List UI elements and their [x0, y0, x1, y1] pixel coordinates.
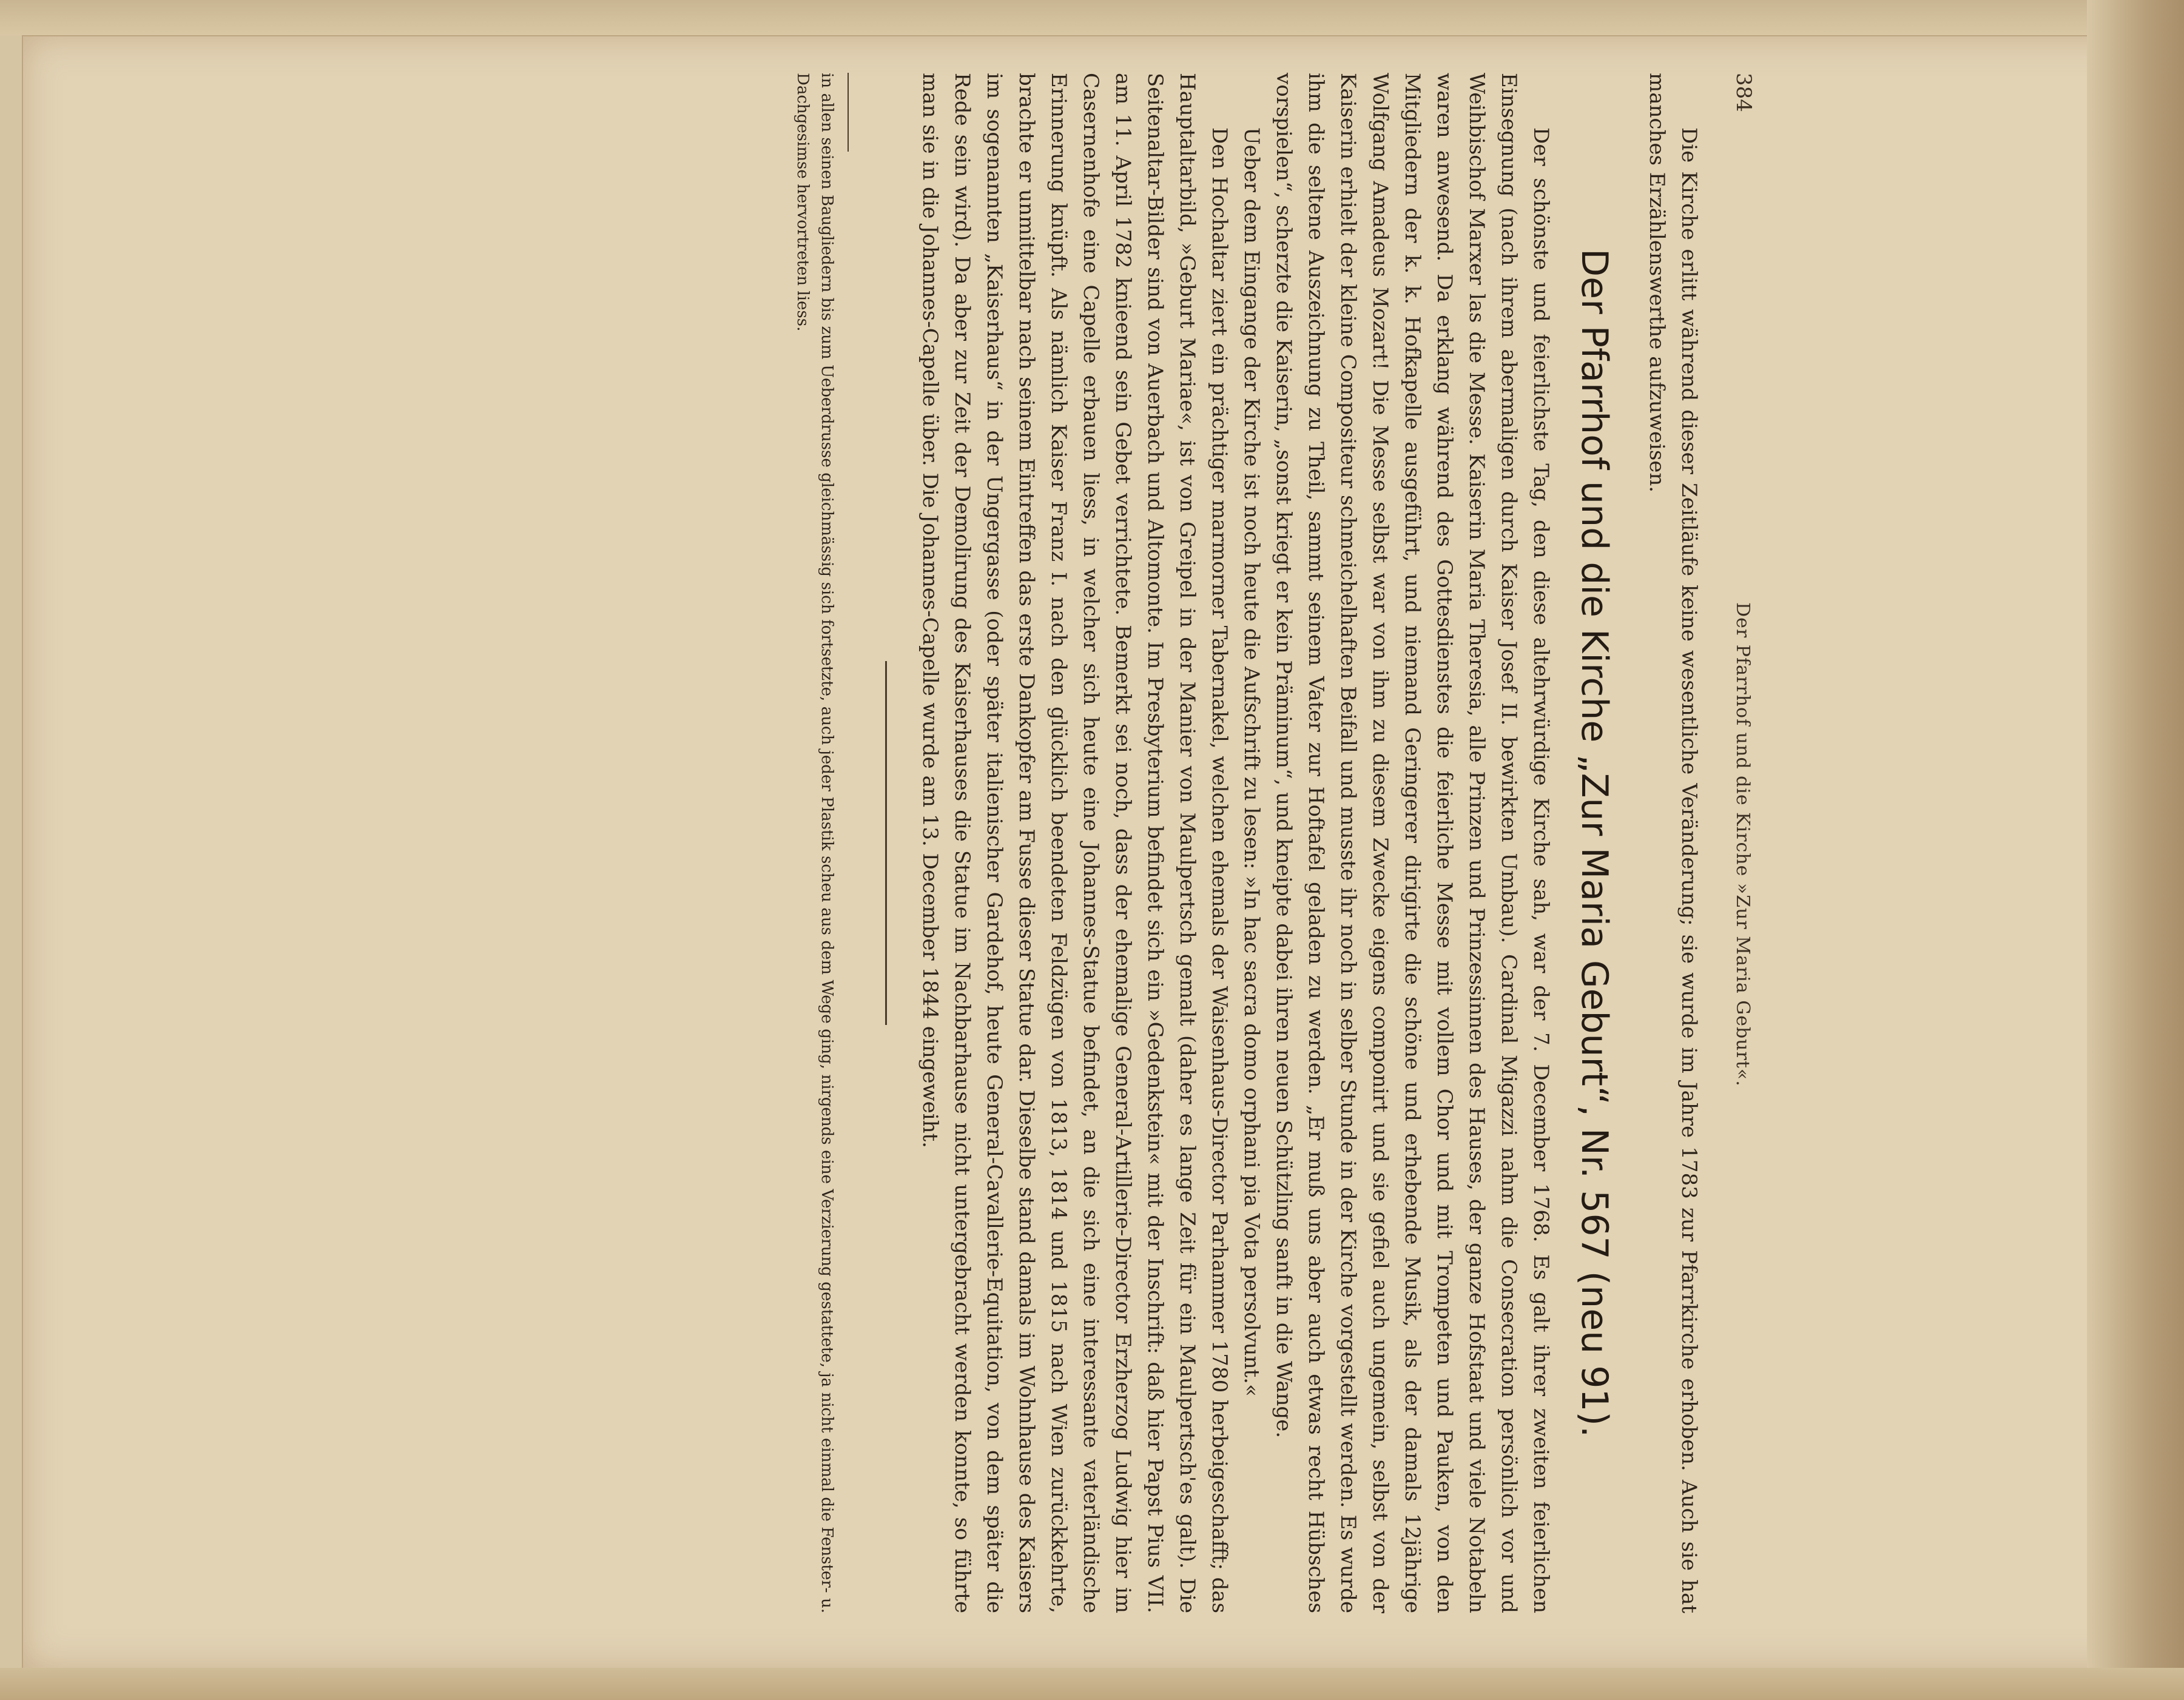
- footnote: in allen seinen Baugliedern bis zum Ueberdrusse gleichmässig sich fortsetzte, auch jeder Plastik scheu aus dem Wege ging, nirgends eine Verzierung gestattete, ja nicht einmal die Fenster- u. Dachgesimse hervortreten liess.: [794, 73, 836, 1613]
- page-number: 384: [1731, 73, 1756, 112]
- book-top-edge: [0, 0, 2184, 35]
- paragraph-inscription: Ueber dem Eingange der Kirche ist noch heute die Aufschrift zu lesen: »In hac sacra domo orphani pia Vota persolvunt.«: [1239, 127, 1264, 1397]
- book-bottom-edge: [0, 1668, 2184, 1700]
- running-head: [1723, 73, 1759, 1613]
- book-gutter: [2087, 0, 2184, 1700]
- running-head-title: Der Pfarrhof und die Kirche »Zur Maria Geburt«.: [1732, 602, 1753, 1087]
- rotated-text-block: [607, 73, 1759, 1613]
- section-end-rule: [885, 661, 887, 1025]
- section-heading: Der Pfarrhof und die Kirche „Zur Maria Geburt“, Nr. 567 (neu 91).: [1573, 248, 1616, 1438]
- paragraph-mozart: Der schönste und feierlichste Tag, den diese altehrwürdige Kirche sah, war der 7. December 1768. Es galt ihrer zweiten feierlichen Einsegnung (nach ihrem abermaligen durch Kaiser Josef II. bewirkten Umbau). Cardinal Migazzi nahm die Consecration persönlich vor und Weihbischof Marxer las die Messe. Kaiserin Maria Theresia, alle Prinzen und Prinzessinnen des Hauses, der ganze Hofstaat und viele Notabeln waren anwesend. Da erklang während des Gottesdienstes die feierliche Messe mit vollem Chor und mit Trompeten und Pauken, von den Mitgliedern der k. k. Hofkapelle ausgeführt, und niemand Geringerer dirigirte die schöne und erhebende Musik, als der damals 12jährige Wolfgang Amadeus Mozart! Die Messe selbst war von ihm zu diesem Zwecke eigens componirt und sie gefiel auch ungemein, selbst von der Kaiserin erhielt der kleine Compositeur schmeichelhaften Beifall und musste ihr noch in selber Stunde in der Kirche vorgestellt werden. Es wurde ihm die seltene Auszeichnung zu Theil, sammt seinem Vater zur Hoftafel geladen zu werden. „Er muß uns aber auch etwas recht Hübsches vorspielen“, scherzte die Kaiserin, „sonst kriegt er kein Präminum“, und kneipte dabei ihren neuen Schützling sanft in die Wange.: [1272, 73, 1553, 1613]
- footnote-rule: [848, 73, 849, 152]
- paragraph-hochaltar: Den Hochaltar ziert ein prächtiger marmorner Tabernakel, welchen ehemals der Waisenhaus-Director Parhammer 1780 herbeigeschafft; das Hauptaltarbild, »Geburt Mariae«, ist von Greipel in der Manier von Maulpertsch gemalt (daher es lange Zeit für ein Maulpertsch'es galt). Die Seitenaltar-Bilder sind von Auerbach und Altomonte. Im Presbyterium befindet sich ein »Gedenkstein« mit der Inschrift: daß hier Papst Pius VII. am 11. April 1782 knieend sein Gebet verrichtete. Bemerkt sei noch, dass der ehemalige General-Artillerie-Director Erzherzog Ludwig hier im Casernenhofe eine Capelle erbauen liess, in welcher sich heute eine Johannes-Statue befindet, an die sich eine interessante vaterländische Erinnerung knüpft. Als nämlich Kaiser Franz I. nach den glücklich beendeten Feldzügen von 1813, 1814 und 1815 nach Wien zurückkehrte, brachte er unmittelbar nach seinem Eintreffen das erste Dankopfer am Fusse dieser Statue dar. Dieselbe stand damals im Wohnhause des Kaisers im sogenannten „Kaiserhaus“ in der Ungergasse (oder später italienischer Gardehof, heute General-Cavallerie-Equitation, von dem später die Rede sein wird). Da aber zur Zeit der Demolirung des Kaiserhauses die Statue im Nachbarhause nicht untergebracht werden konnte, so führte man sie in die Johannes-Capelle über. Die Johannes-Capelle wurde am 13. December 1844 eingeweiht.: [918, 73, 1232, 1613]
- intro-paragraph: Die Kirche erlitt während dieser Zeitläufe keine wesentliche Veränderung; sie wurde im Jahre 1783 zur Pfarrkirche erhoben. Auch sie hat manches Erzählenswerthe aufzuweisen.: [1645, 73, 1701, 1613]
